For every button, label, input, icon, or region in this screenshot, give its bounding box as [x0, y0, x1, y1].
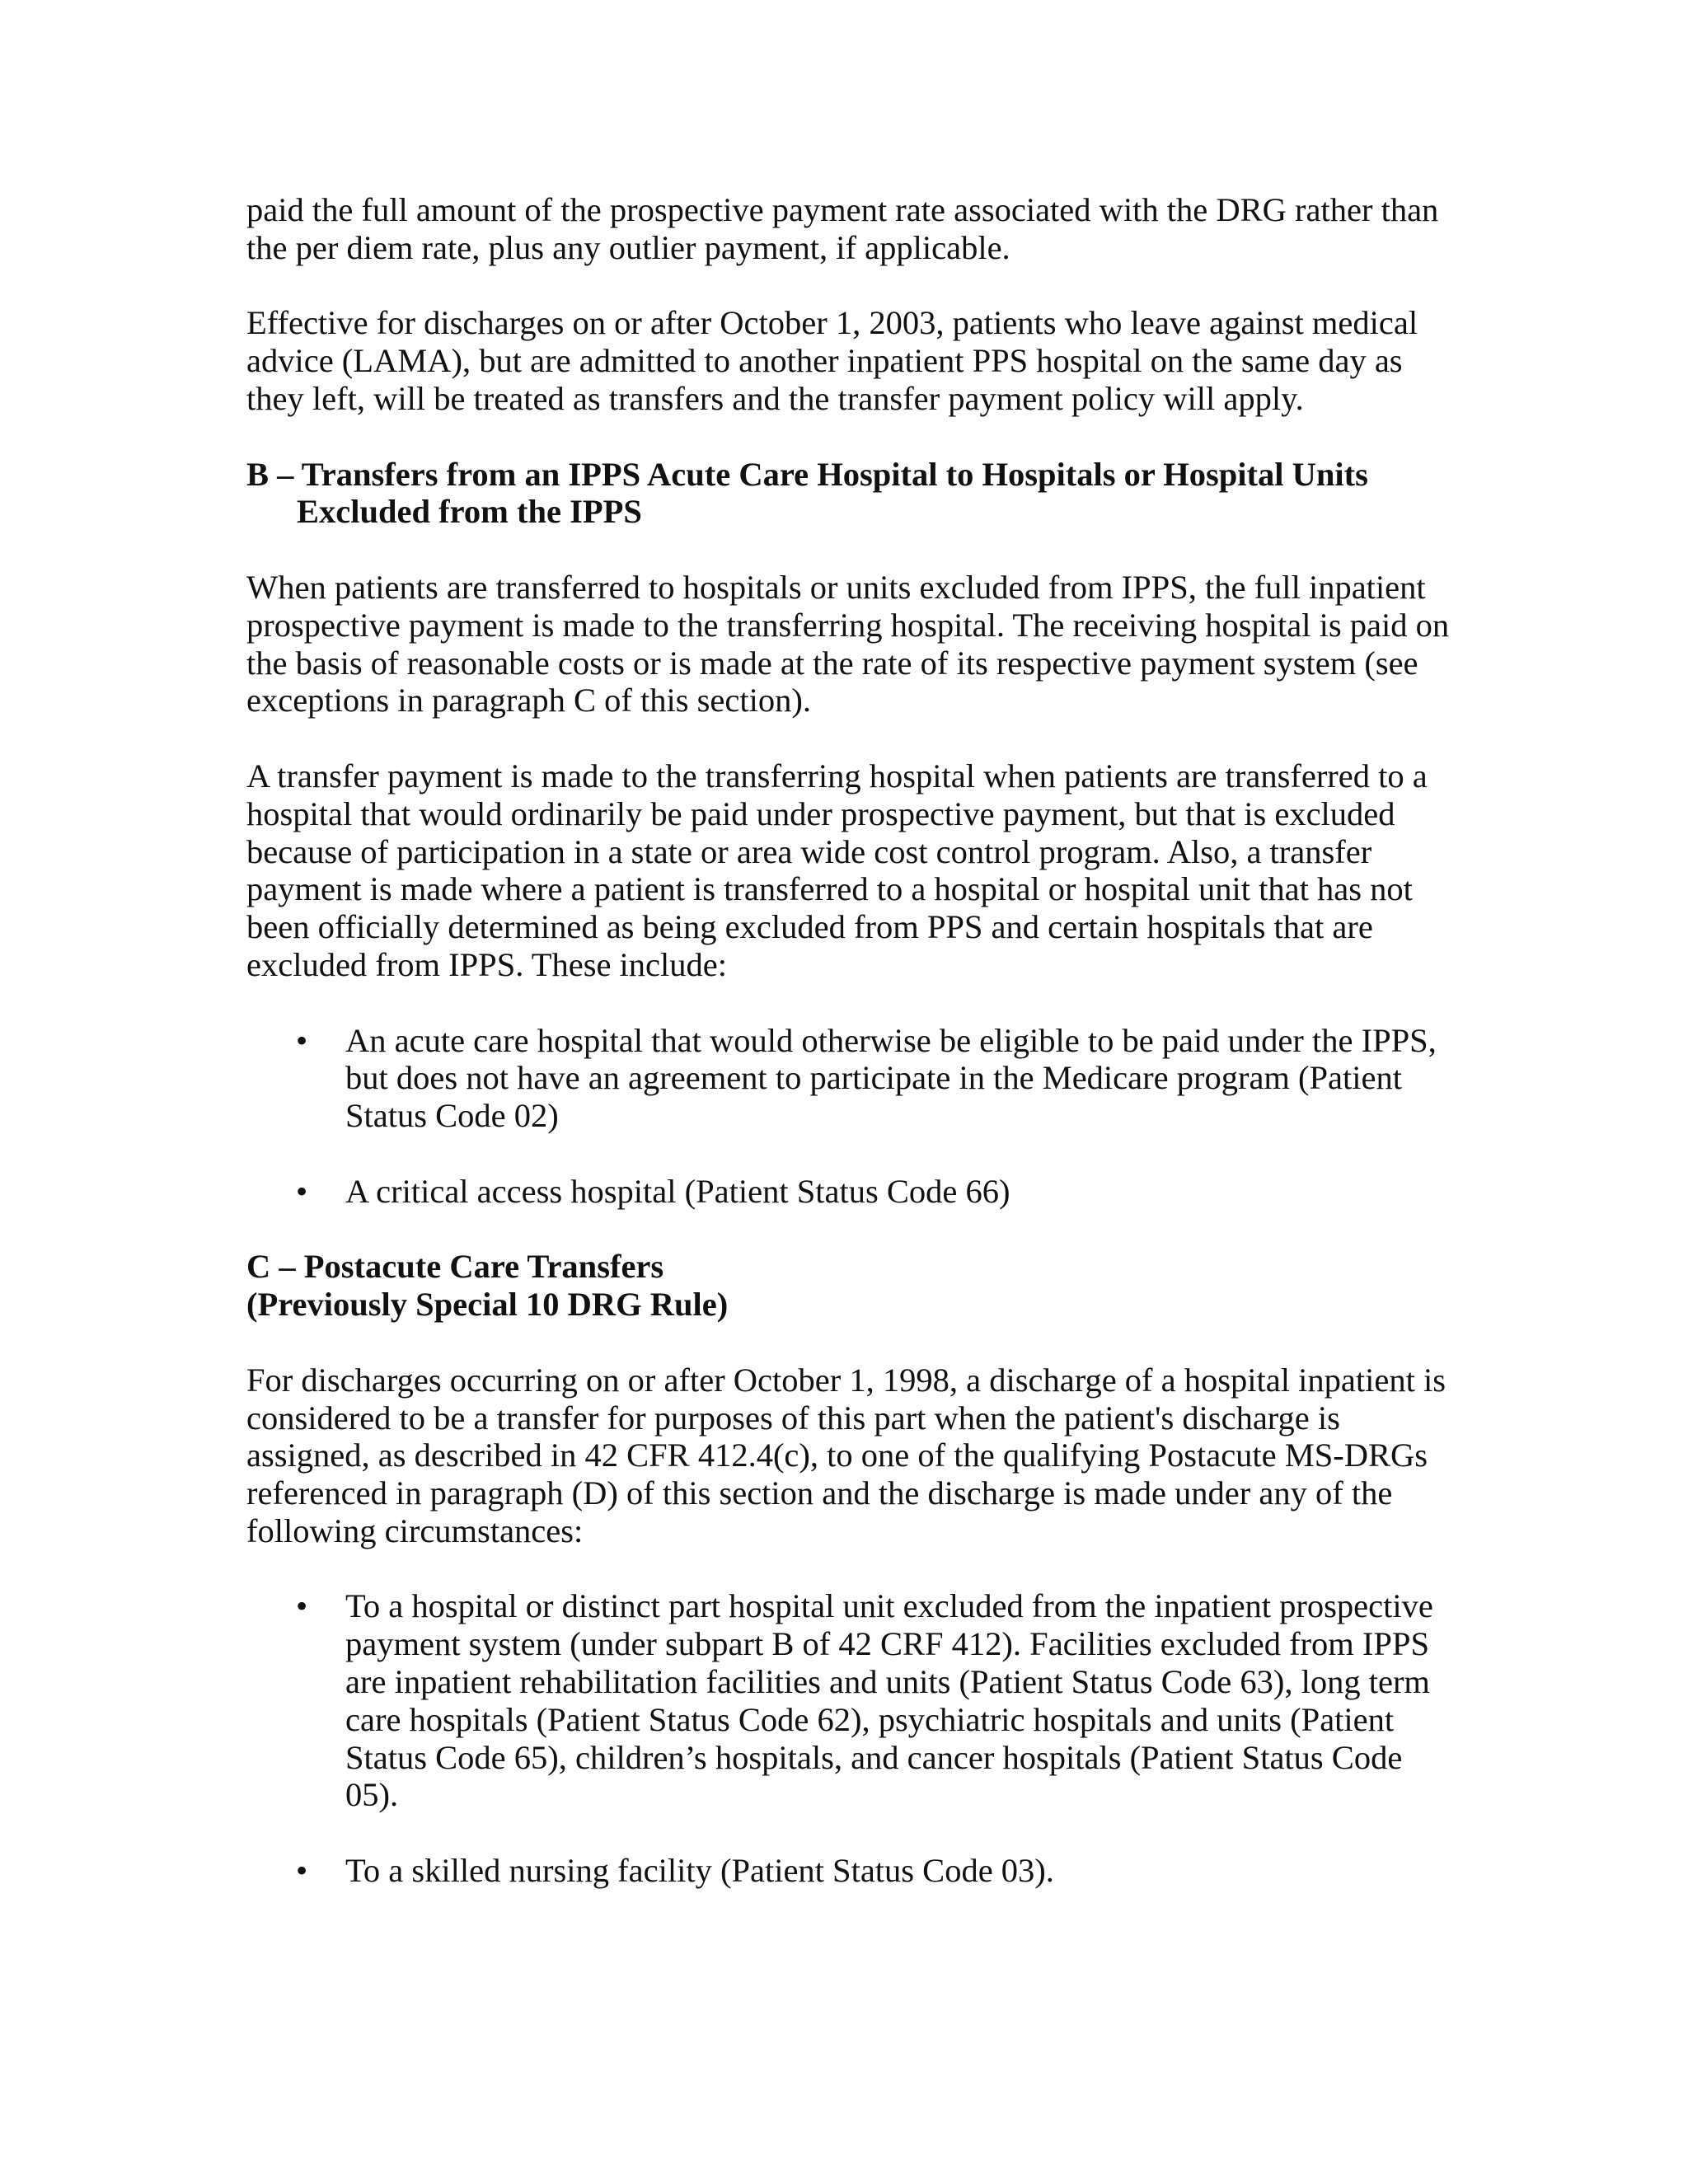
section-c-heading — [246, 1248, 1458, 1324]
list-item-text: To a hospital or distinct part hospital unit excluded from the inpatient prospective payment system (under subpart B of 42 CRF 412). Facilities excluded from IPPS are inpatient rehabilitation facilities and units (Patient Status Code 63), long term care hospitals (Patient Status Code 62), psychiatric hospitals and units (Patient Status Code 65), children’s hospitals, and cancer hospitals (Patient Status Code 05). — [345, 1587, 1433, 1814]
section-b-list — [246, 1022, 1458, 1211]
section-b-heading-line1: B – Transfers from an IPPS Acute Care Hospital to Hospitals or Hospital Units — [246, 455, 1368, 493]
section-c-heading-line2: (Previously Special 10 DRG Rule) — [246, 1286, 729, 1324]
list-item — [246, 1173, 1458, 1211]
list-item — [246, 1022, 1458, 1135]
paragraph-excluded-transfers: When patients are transferred to hospitals or units excluded from IPPS, the full inpatient prospective payment is made to the transferring hospital. The receiving hospital is paid on the basis of reasonable costs or is made at the rate of its respective payment system (see exceptions in paragraph C of this section). — [246, 568, 1450, 719]
list-item-text: To a skilled nursing facility (Patient Status Code 03). — [345, 1852, 1054, 1890]
document-body — [246, 191, 1458, 1928]
section-c-heading-line1: C – Postacute Care Transfers — [246, 1248, 664, 1286]
list-item — [246, 1587, 1458, 1814]
bullet-icon: • — [296, 1021, 308, 1059]
bullet-icon: • — [296, 1852, 308, 1890]
bullet-icon: • — [296, 1172, 308, 1210]
bullet-icon: • — [296, 1587, 308, 1625]
section-b-heading-line2: Excluded from the IPPS — [297, 493, 642, 531]
section-c-list — [246, 1587, 1458, 1889]
paragraph-transfer-payment: A transfer payment is made to the transferring hospital when patients are transferred to a hospital that would ordinarily be paid under prospective payment, but that is excluded because of participation in a state or area wide cost control program. Also, a transfer payment is made where a patient is transferred to a hospital or hospital unit that has not been officially determined as being excluded from PPS and certain hospitals that are excluded from IPPS. These include: — [246, 757, 1428, 983]
list-item — [246, 1852, 1458, 1890]
paragraph-continuation: paid the full amount of the prospective payment rate associated with the DRG rather than the per diem rate, plus any outlier payment, if applicable. — [246, 191, 1439, 266]
section-b-heading — [246, 456, 1458, 532]
list-item-text: An acute care hospital that would otherwise be eligible to be paid under the IPPS, but does not have an agreement to participate in the Medicare program (Patient Status Code 02) — [345, 1021, 1437, 1135]
list-item-text: A critical access hospital (Patient Status Code 66) — [345, 1172, 1010, 1210]
paragraph-lama-transfers: Effective for discharges on or after October 1, 2003, patients who leave against medical advice (LAMA), but are admitted to another inpatient PPS hospital on the same day as they left, will be treated as transfers and the transfer payment policy will apply. — [246, 304, 1418, 417]
paragraph-postacute-transfers: For discharges occurring on or after October 1, 1998, a discharge of a hospital inpatient is considered to be a transfer for purposes of this part when the patient's discharge is assigned, as described in 42 CFR 412.4(c), to one of the qualifying Postacute MS-DRGs referenced in paragraph (D) of this section and the discharge is made under any of the following circumstances: — [246, 1361, 1446, 1549]
